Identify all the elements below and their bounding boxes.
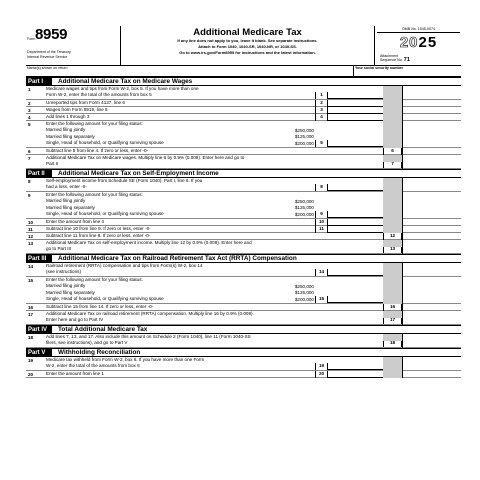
form-header <box>26 26 461 66</box>
shaded-cell <box>383 371 402 378</box>
line-text: Married filing separately <box>46 204 95 210</box>
box-label: 20 <box>315 371 328 378</box>
total-input-16[interactable] <box>402 304 461 311</box>
form-line-4 <box>26 114 461 121</box>
line-description <box>46 148 381 154</box>
form-8959 <box>26 26 461 378</box>
ssn-field-label[interactable]: Your social security number <box>353 66 403 77</box>
part-title: Additional Medicare Tax on Medicare Wages <box>58 78 193 85</box>
line-text: Enter the following amount for your filing status: <box>46 121 143 126</box>
form-line-9 <box>26 192 461 219</box>
line-text: Married filing separately <box>46 289 95 295</box>
form-parts <box>26 77 461 378</box>
line-text: Subtract line 11 from line 8. If zero or less, enter -0- <box>46 233 151 238</box>
line-description <box>46 311 381 324</box>
box-label: 11 <box>315 226 328 233</box>
line-text: Additional Medicare Tax on railroad retirement (RRTA) compensation. Multiply line 16 by 0.9% (0.009). <box>46 311 254 316</box>
form-line-15 <box>26 277 461 304</box>
line-text: Medicare wages and tips from Form W-2, box 5. If you have more than one <box>46 86 199 91</box>
total-input-4 <box>402 114 461 121</box>
part-tag: Part II <box>26 170 52 178</box>
column-divider <box>402 192 403 219</box>
total-input-15 <box>402 296 461 303</box>
amount-input-8[interactable] <box>328 184 383 191</box>
column-divider <box>402 86 403 100</box>
shaded-cell <box>383 240 402 247</box>
line-text: had a loss, enter -0- <box>46 184 87 190</box>
amount-input-9[interactable] <box>328 211 383 218</box>
column-divider <box>402 263 403 277</box>
amount-input-4[interactable] <box>328 114 383 121</box>
line-text: Wages from Form 8919, line 6 <box>46 107 108 112</box>
instruction-3: Go to www.irs.gov/Form8959 for instructions and the latest information. <box>179 50 316 56</box>
amount-input-3[interactable] <box>328 107 383 114</box>
threshold-amount: $250,000 <box>294 198 314 204</box>
form-id-block <box>26 26 121 66</box>
form-line-10 <box>26 219 461 226</box>
total-input-10 <box>402 219 461 226</box>
line-text: Enter the following amount for your filing status: <box>46 277 143 282</box>
total-input-3 <box>402 107 461 114</box>
column-divider <box>402 100 403 107</box>
column-divider <box>402 304 403 311</box>
shaded-cell <box>383 311 402 318</box>
threshold-amount: $200,000 <box>294 296 314 302</box>
form-line-5 <box>26 121 461 148</box>
form-line-3 <box>26 107 461 114</box>
form-line-16 <box>26 304 461 311</box>
line-text: (see instructions) <box>46 269 81 275</box>
line-number: 5 <box>28 121 31 127</box>
line-number: 7 <box>28 155 31 161</box>
line-text: Single, Head of household, or Qualifying surviving spouse <box>46 296 164 302</box>
box-label: 18 <box>383 340 402 347</box>
line-text: Enter here and go to Part IV <box>46 317 104 323</box>
shaded-cell <box>383 192 402 219</box>
box-label: 9 <box>315 211 328 218</box>
shaded-cell <box>383 121 402 148</box>
department-line2: Internal Revenue Service <box>27 54 68 59</box>
line-number: 8 <box>28 178 31 184</box>
line-text: Unreported tips from Form 4137, line 6 <box>46 100 125 105</box>
column-divider <box>402 334 403 348</box>
form-line-11 <box>26 226 461 233</box>
threshold-amount: $125,000 <box>294 205 314 211</box>
shaded-cell <box>383 226 402 233</box>
form-word: Form <box>27 37 36 41</box>
part-title: Total Additional Medicare Tax <box>58 326 148 333</box>
line-description <box>46 233 381 239</box>
line-number: 13 <box>28 240 34 246</box>
box-label: 16 <box>383 304 402 311</box>
part-title: Withholding Reconciliation <box>58 349 141 356</box>
line-description <box>46 304 381 310</box>
line-number: 4 <box>28 114 31 120</box>
shaded-cell <box>383 263 402 277</box>
line-text: filers, see instructions), and go to Part V <box>46 340 128 346</box>
column-divider <box>402 219 403 226</box>
line-description <box>46 334 381 347</box>
tax-year-prefix: 20 <box>399 34 419 51</box>
line-number: 12 <box>28 233 34 239</box>
column-divider <box>402 155 403 169</box>
line-text: Enter the amount from line 4 <box>46 219 104 224</box>
name-row <box>26 66 461 77</box>
total-input-2 <box>402 100 461 107</box>
amount-input-11[interactable] <box>328 226 383 233</box>
line-description <box>46 86 311 99</box>
line-description <box>46 178 311 191</box>
sequence-number: 71 <box>403 57 410 64</box>
line-number: 6 <box>28 148 31 154</box>
line-text: Subtract line 15 from line 14. If zero or less, enter -0- <box>46 304 154 309</box>
line-text: Single, Head of household, or Qualifying surviving spouse <box>46 211 164 217</box>
column-divider <box>402 240 403 254</box>
shaded-cell <box>383 178 402 192</box>
box-label: 10 <box>315 219 328 226</box>
threshold-amount: $200,000 <box>294 211 314 217</box>
threshold-amount: $250,000 <box>294 283 314 289</box>
total-input-1 <box>402 92 461 99</box>
line-description <box>46 155 381 168</box>
instruction-1: If any line does not apply to you, leave it blank. See separate instructions. <box>177 38 318 43</box>
form-number: 8959 <box>35 26 68 43</box>
shaded-cell <box>383 107 402 114</box>
line-description <box>46 371 311 377</box>
amount-input-1[interactable] <box>328 92 383 99</box>
box-label: 5 <box>315 140 328 147</box>
form-line-17 <box>26 311 461 325</box>
box-label: 13 <box>383 246 402 253</box>
line-number: 9 <box>28 192 31 198</box>
shaded-cell <box>383 277 402 304</box>
line-text: Married filing jointly <box>46 283 86 289</box>
line-text: Married filing separately <box>46 133 95 139</box>
part-header <box>26 348 461 357</box>
line-text: Part II <box>46 161 59 167</box>
line-number: 10 <box>28 219 34 225</box>
department-line1: Department of the Treasury <box>27 50 71 54</box>
line-number: 20 <box>28 371 34 377</box>
line-text: Subtract line 10 from line 9. If zero or less, enter -0- <box>46 226 151 231</box>
line-description <box>46 263 311 276</box>
shaded-cell <box>383 114 402 121</box>
omb-block <box>374 26 461 66</box>
line-text: Subtract line 5 from line 4. If zero or less, enter -0- <box>46 148 149 153</box>
box-label: 7 <box>383 161 402 168</box>
column-divider <box>402 311 403 325</box>
line-description <box>46 240 381 253</box>
box-label: 14 <box>315 269 328 276</box>
column-divider <box>402 277 403 304</box>
total-input-20 <box>402 371 461 378</box>
shaded-cell <box>383 86 402 100</box>
amount-input-14[interactable] <box>328 269 383 276</box>
line-number: 2 <box>28 100 31 106</box>
box-label: 1 <box>315 92 328 99</box>
line-number: 19 <box>28 357 34 363</box>
amount-input-19[interactable] <box>328 363 383 370</box>
sequence-row <box>380 58 410 62</box>
line-number: 1 <box>28 86 31 92</box>
line-text: Enter the following amount for your filing status: <box>46 192 143 197</box>
part-tag: Part III <box>26 255 52 263</box>
part-tag: Part I <box>26 78 52 86</box>
part-title: Additional Medicare Tax on Railroad Retirement Tax Act (RRTA) Compensation <box>58 255 297 262</box>
line-number: 15 <box>28 277 34 283</box>
column-divider <box>402 148 403 155</box>
shaded-cell <box>383 334 402 341</box>
column-divider <box>402 178 403 192</box>
column-divider <box>402 226 403 233</box>
total-input-17[interactable] <box>402 317 461 324</box>
form-line-6 <box>26 148 461 155</box>
total-input-18[interactable] <box>402 340 461 347</box>
box-label: 4 <box>315 114 328 121</box>
attachment-label: Attachment <box>380 54 399 58</box>
amount-input-20[interactable] <box>328 371 383 378</box>
line-text: Railroad retirement (RRTA) compensation and tips from Form(s) W-2, box 14 <box>46 263 203 268</box>
line-text: Additional Medicare Tax on self-employment income. Multiply line 12 by 0.9% (0.009). Enter here and <box>46 240 252 245</box>
tax-year-suffix: 25 <box>418 34 438 51</box>
box-label: 2 <box>315 100 328 107</box>
box-label: 8 <box>315 184 328 191</box>
line-text: go to Part III <box>46 246 72 252</box>
total-input-14 <box>402 269 461 276</box>
form-line-20 <box>26 371 461 378</box>
form-line-13 <box>26 240 461 254</box>
box-label: 3 <box>315 107 328 114</box>
line-number: 14 <box>28 263 34 269</box>
total-input-8 <box>402 184 461 191</box>
line-description <box>46 114 311 120</box>
column-divider <box>402 233 403 240</box>
line-description <box>46 357 311 370</box>
total-input-11 <box>402 226 461 233</box>
line-text: Additional Medicare Tax on Medicare wages. Multiply line 6 by 0.9% (0.009). Enter here and go to <box>46 155 245 160</box>
threshold-amount: $250,000 <box>294 127 314 133</box>
form-line-14 <box>26 263 461 277</box>
name-field-label[interactable]: Name(s) shown on return <box>27 66 68 70</box>
part-header <box>26 77 461 86</box>
line-text: Enter the amount from line 1 <box>46 371 104 376</box>
line-number: 11 <box>28 226 33 232</box>
total-input-7[interactable] <box>402 161 461 168</box>
attachment-sequence <box>380 54 410 63</box>
amount-input-15[interactable] <box>328 296 383 303</box>
amount-input-10[interactable] <box>328 219 383 226</box>
column-divider <box>402 121 403 148</box>
threshold-amount: $125,000 <box>294 134 314 140</box>
form-line-8 <box>26 178 461 192</box>
instruction-2: Attach to Form 1040, 1040-SR, 1040-NR, or 1040-SS. <box>198 44 297 50</box>
sequence-label: Sequence No. <box>380 58 403 63</box>
tax-year <box>375 34 462 51</box>
form-line-1 <box>26 86 461 100</box>
line-text: W-2, enter the total of the amounts from box 6 <box>46 363 140 369</box>
omb-number: OMB No. 1545-0074 <box>377 27 460 33</box>
column-divider <box>402 107 403 114</box>
threshold-amount: $200,000 <box>294 140 314 146</box>
shaded-cell <box>383 155 402 162</box>
title-block <box>121 26 374 66</box>
form-title: Additional Medicare Tax <box>193 27 302 38</box>
threshold-amount: $125,000 <box>294 290 314 296</box>
total-input-9 <box>402 211 461 218</box>
part-header <box>26 325 461 334</box>
box-label: 19 <box>315 363 328 370</box>
column-divider <box>402 357 403 371</box>
part-tag: Part IV <box>26 326 52 334</box>
total-input-6[interactable] <box>402 148 461 155</box>
line-description <box>46 219 311 225</box>
line-number: 3 <box>28 107 31 113</box>
total-input-12[interactable] <box>402 233 461 240</box>
form-line-18 <box>26 334 461 348</box>
column-divider <box>402 371 403 378</box>
form-line-19 <box>26 357 461 371</box>
line-text: Form W-2, enter the total of the amounts from box 5 <box>46 92 152 98</box>
shaded-cell <box>383 357 402 371</box>
box-label: 6 <box>383 148 402 155</box>
line-text: Add lines 1 through 3 <box>46 114 90 119</box>
total-input-5 <box>402 140 461 147</box>
part-tag: Part V <box>26 349 52 357</box>
line-description <box>46 226 311 232</box>
shaded-cell <box>383 100 402 107</box>
line-description <box>46 100 311 106</box>
line-text: Medicare tax withheld from Form W-2, box 6. If you have more than one Form <box>46 357 205 362</box>
line-number: 18 <box>28 334 34 340</box>
part-header <box>26 169 461 178</box>
total-input-13[interactable] <box>402 246 461 253</box>
box-label: 12 <box>383 233 402 240</box>
part-title: Additional Medicare Tax on Self-Employment Income <box>58 170 219 177</box>
amount-input-2[interactable] <box>328 100 383 107</box>
form-line-7 <box>26 155 461 169</box>
line-text: Married filing jointly <box>46 198 86 204</box>
line-description <box>46 107 311 113</box>
form-line-12 <box>26 233 461 240</box>
amount-input-5[interactable] <box>328 140 383 147</box>
line-number: 17 <box>28 311 34 317</box>
department-block <box>27 50 121 59</box>
total-input-19 <box>402 363 461 370</box>
line-text: Single, Head of household, or Qualifying surviving spouse <box>46 140 164 146</box>
line-text: Add lines 7, 13, and 17. Also include this amount on Schedule 2 (Form 1040), line 11 (Form 1040-SS <box>46 334 251 339</box>
line-text: Self-employment income from Schedule SE (Form 1040), Part I, line 6. If you <box>46 178 203 183</box>
box-label: 15 <box>315 296 328 303</box>
line-text: Married filing jointly <box>46 127 86 133</box>
box-label: 17 <box>383 317 402 324</box>
part-header <box>26 254 461 263</box>
shaded-cell <box>383 219 402 226</box>
form-line-2 <box>26 100 461 107</box>
column-divider <box>402 114 403 121</box>
line-number: 16 <box>28 304 34 310</box>
